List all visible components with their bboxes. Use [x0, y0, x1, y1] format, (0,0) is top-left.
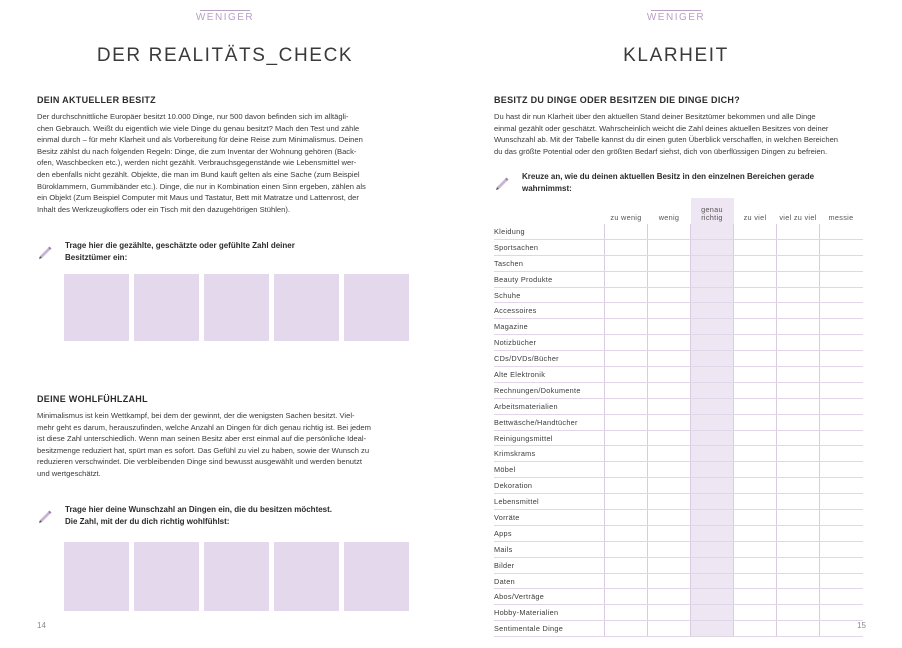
checkbox-cell[interactable] — [648, 287, 691, 303]
checkbox-cell[interactable] — [734, 239, 777, 255]
checkbox-cell[interactable] — [777, 335, 820, 351]
row-label: Krimskrams — [494, 446, 605, 462]
digit-box[interactable] — [134, 274, 199, 341]
checkbox-cell[interactable] — [691, 303, 734, 319]
checkbox-cell[interactable] — [691, 335, 734, 351]
besitz-paragraph: Der durchschnittliche Europäer besitzt 10.000 Dinge, nur 500 davon befinden sich im alltägli- chen Gebrauch. Weißt du eigentlich wie viele Dinge du genau besitzt? Mach den Test und zähle einmal durch – für mehr Klarheit und als Vorbereitung für deine Reise zum Minimalismus. Deinen Besitz zählst du nach folgenden Regeln: Dinge, die zum Inventar der Wohnung gehören (Back- ofen, Waschbecken etc.), werden nicht gezählt. Verbrauchsgegenstände wie Lebensmittel wer- den ebenfalls nicht gezählt. Objekte, die man im Bund kauft gelten als eine Sache (zum Beispiel Büroklammern, Gummibänder etc.). Dinge, die nur in Kombination einen Sinn ergeben, zählen als ein Objekt (Zum Beispiel Computer mit Maus und Tastatur, Bett mit Matratze und Lattenrost, der Inhalt des Werkzeugkoffers oder ein Tisch mit den dazugehörigen Stühlen). — [37, 112, 366, 214]
checkbox-cell[interactable] — [820, 239, 863, 255]
checkbox-cell[interactable] — [820, 541, 863, 557]
checkbox-cell[interactable] — [734, 255, 777, 271]
checkbox-cell[interactable] — [820, 621, 863, 637]
table-row — [494, 589, 863, 605]
checkbox-cell[interactable] — [605, 557, 648, 573]
checkbox-cell[interactable] — [734, 494, 777, 510]
checkbox-cell[interactable] — [820, 589, 863, 605]
checkbox-cell[interactable] — [691, 557, 734, 573]
klarheit-paragraph: Du hast dir nun Klarheit über den aktuellen Stand deiner Besitztümer bekommen und alle Dinge einmal gezählt oder geschätzt. Wahrscheinlich weicht die Zahl deines aktuellen Besitzes von deiner Wunschzahl ab. Mit der Tabelle kannst du dir einen guten Überblick verschaffen, in welchen Bereichen du das größte Potential oder den größten Bedarf siehst, dich von überflüssigen Dingen zu befreien. — [494, 112, 839, 156]
checkbox-cell[interactable] — [648, 335, 691, 351]
checkbox-cell[interactable] — [777, 239, 820, 255]
row-label: Vorräte — [494, 510, 605, 526]
checkbox-cell[interactable] — [691, 319, 734, 335]
section-heading-besitz-dinge: BESITZ DU DINGE ODER BESITZEN DIE DINGE DICH? — [494, 95, 741, 105]
table-row — [494, 494, 863, 510]
checkbox-cell[interactable] — [691, 382, 734, 398]
checkbox-cell[interactable] — [734, 319, 777, 335]
checkbox-cell[interactable] — [648, 319, 691, 335]
checkbox-cell[interactable] — [648, 446, 691, 462]
checkbox-cell[interactable] — [648, 271, 691, 287]
row-label: Daten — [494, 573, 605, 589]
row-label: Sportsachen — [494, 239, 605, 255]
checkbox-cell[interactable] — [648, 462, 691, 478]
checkbox-cell[interactable] — [605, 605, 648, 621]
checkbox-cell[interactable] — [691, 351, 734, 367]
checkbox-cell[interactable] — [734, 287, 777, 303]
checkbox-cell[interactable] — [734, 557, 777, 573]
checkbox-cell[interactable] — [648, 494, 691, 510]
table-row — [494, 367, 863, 383]
digit-box[interactable] — [64, 274, 129, 341]
table-row — [494, 573, 863, 589]
row-label: Abos/Verträge — [494, 589, 605, 605]
table-row — [494, 287, 863, 303]
row-label: Beauty Produkte — [494, 271, 605, 287]
besitz-prompt: Trage hier die gezählte, geschätzte oder gefühlte Zahl deiner Besitztümer ein: — [65, 241, 295, 262]
checkbox-cell[interactable] — [648, 255, 691, 271]
checkbox-cell[interactable] — [605, 525, 648, 541]
checkbox-cell[interactable] — [820, 367, 863, 383]
kicker-line — [651, 10, 701, 11]
section-heading-besitz: DEIN AKTUELLER BESITZ — [37, 95, 156, 105]
row-label: Apps — [494, 525, 605, 541]
table-row — [494, 557, 863, 573]
checkbox-cell[interactable] — [648, 239, 691, 255]
checkbox-cell[interactable] — [648, 478, 691, 494]
table-row — [494, 446, 863, 462]
checkbox-cell[interactable] — [820, 335, 863, 351]
table-row — [494, 271, 863, 287]
row-label: Notizbücher — [494, 335, 605, 351]
checkbox-cell[interactable] — [691, 510, 734, 526]
checkbox-cell[interactable] — [648, 430, 691, 446]
checkbox-cell[interactable] — [820, 462, 863, 478]
checkbox-cell[interactable] — [820, 287, 863, 303]
digit-box[interactable] — [134, 542, 199, 611]
checkbox-cell[interactable] — [691, 589, 734, 605]
checkbox-cell[interactable] — [734, 430, 777, 446]
checkbox-cell[interactable] — [691, 255, 734, 271]
table-row — [494, 525, 863, 541]
row-label: Mails — [494, 541, 605, 557]
row-label: Dekoration — [494, 478, 605, 494]
checkbox-cell[interactable] — [648, 573, 691, 589]
checkbox-cell[interactable] — [691, 541, 734, 557]
row-label: Möbel — [494, 462, 605, 478]
checkbox-cell[interactable] — [777, 398, 820, 414]
checkbox-cell[interactable] — [734, 510, 777, 526]
checkbox-cell[interactable] — [777, 462, 820, 478]
table-row — [494, 303, 863, 319]
checkbox-cell[interactable] — [820, 605, 863, 621]
checkbox-cell[interactable] — [648, 351, 691, 367]
row-label: Rechnungen/Dokumente — [494, 382, 605, 398]
checkbox-cell[interactable] — [734, 446, 777, 462]
checkbox-cell[interactable] — [777, 494, 820, 510]
checkbox-cell[interactable] — [820, 430, 863, 446]
checkbox-cell[interactable] — [648, 382, 691, 398]
checkbox-cell[interactable] — [691, 367, 734, 383]
checkbox-cell[interactable] — [691, 478, 734, 494]
checkbox-cell[interactable] — [605, 255, 648, 271]
besitz-number-boxes — [64, 274, 409, 341]
checkbox-cell[interactable] — [734, 382, 777, 398]
checkbox-cell[interactable] — [691, 430, 734, 446]
row-label: Alte Elektronik — [494, 367, 605, 383]
checkbox-cell[interactable] — [820, 382, 863, 398]
right-page-title: KLARHEIT — [623, 45, 729, 66]
checkbox-cell[interactable] — [777, 351, 820, 367]
checkbox-cell[interactable] — [734, 478, 777, 494]
row-label: Schuhe — [494, 287, 605, 303]
checkbox-cell[interactable] — [691, 271, 734, 287]
checkbox-cell[interactable] — [734, 573, 777, 589]
checkbox-cell[interactable] — [691, 446, 734, 462]
checkbox-cell[interactable] — [648, 224, 691, 239]
col-header: viel zu viel — [779, 213, 817, 222]
left-kicker: WENIGER — [195, 12, 255, 23]
assessment-table — [494, 198, 863, 637]
digit-box[interactable] — [204, 542, 269, 611]
table-row — [494, 398, 863, 414]
checkbox-cell[interactable] — [820, 319, 863, 335]
row-label: Sentimentale Dinge — [494, 621, 605, 637]
checkbox-cell[interactable] — [605, 541, 648, 557]
checkbox-cell[interactable] — [648, 510, 691, 526]
checkbox-cell[interactable] — [820, 224, 863, 239]
checkbox-cell[interactable] — [605, 589, 648, 605]
page-number-left: 14 — [37, 621, 46, 630]
checkbox-cell[interactable] — [777, 589, 820, 605]
checkbox-cell[interactable] — [648, 367, 691, 383]
col-header: zu wenig — [610, 213, 642, 222]
row-label: Kleidung — [494, 224, 605, 239]
checkbox-cell[interactable] — [777, 382, 820, 398]
checkbox-cell[interactable] — [605, 573, 648, 589]
checkbox-cell[interactable] — [777, 303, 820, 319]
checkbox-cell[interactable] — [734, 525, 777, 541]
wunschzahl-prompt: Trage hier deine Wunschzahl an Dingen ein, die du besitzen möchtest. Die Zahl, mit der du dich richtig wohlfühlst: — [65, 505, 333, 526]
checkbox-cell[interactable] — [734, 462, 777, 478]
checkbox-cell[interactable] — [605, 510, 648, 526]
checkbox-cell[interactable] — [691, 573, 734, 589]
checkbox-cell[interactable] — [820, 573, 863, 589]
checkbox-cell[interactable] — [605, 367, 648, 383]
digit-box[interactable] — [204, 274, 269, 341]
header-empty — [494, 198, 605, 224]
checkbox-cell[interactable] — [605, 430, 648, 446]
checkbox-cell[interactable] — [734, 367, 777, 383]
checkbox-cell[interactable] — [820, 510, 863, 526]
checkbox-cell[interactable] — [605, 239, 648, 255]
table-body — [494, 224, 863, 637]
checkbox-cell[interactable] — [691, 494, 734, 510]
table-row — [494, 621, 863, 637]
table-row — [494, 255, 863, 271]
checkbox-cell[interactable] — [777, 510, 820, 526]
checkbox-cell[interactable] — [820, 478, 863, 494]
checkbox-cell[interactable] — [777, 446, 820, 462]
checkbox-cell[interactable] — [820, 494, 863, 510]
checkbox-cell[interactable] — [605, 414, 648, 430]
checkbox-cell[interactable] — [820, 255, 863, 271]
row-label: CDs/DVDs/Bücher — [494, 351, 605, 367]
table-header-row — [494, 198, 863, 224]
row-label: Reinigungsmittel — [494, 430, 605, 446]
col-header: wenig — [658, 213, 680, 222]
table-row — [494, 319, 863, 335]
checkbox-cell[interactable] — [605, 621, 648, 637]
table-row — [494, 335, 863, 351]
checkbox-cell[interactable] — [734, 589, 777, 605]
wohlfuehlzahl-paragraph: Minimalismus ist kein Wettkampf, bei dem der gewinnt, der die wenigsten Sachen besitzt. Viel- mehr geht es darum, herauszufinden, welche Anzahl an Dingen für dich genau richtig ist. Bei jedem ist diese Zahl unterschiedlich. Wenn man seinen Besitz aber erst einmal auf die persönliche Ideal- besitzmenge reduziert hat, spürt man es sofort. Das Gefühl zu viel zu haben, sowie der Wunsch zu reduzieren verschwindet. Die verbleibenden Dinge sind bewusst ausgewählt und werden benutzt und wertgeschätzt. — [37, 411, 371, 478]
checkbox-cell[interactable] — [820, 557, 863, 573]
checkbox-cell[interactable] — [648, 303, 691, 319]
checkbox-cell[interactable] — [648, 557, 691, 573]
digit-box[interactable] — [344, 542, 409, 611]
checkbox-cell[interactable] — [777, 605, 820, 621]
checkbox-cell[interactable] — [777, 414, 820, 430]
checkbox-cell[interactable] — [734, 271, 777, 287]
checkbox-cell[interactable] — [734, 621, 777, 637]
checkbox-cell[interactable] — [777, 541, 820, 557]
pencil-icon — [494, 174, 510, 190]
checkbox-cell[interactable] — [648, 525, 691, 541]
row-label: Lebensmittel — [494, 494, 605, 510]
checkbox-cell[interactable] — [777, 430, 820, 446]
checkbox-cell[interactable] — [820, 271, 863, 287]
page-number-right: 15 — [857, 621, 866, 630]
checkbox-cell[interactable] — [605, 462, 648, 478]
col-header: genau richtig — [691, 198, 734, 224]
checkbox-cell[interactable] — [777, 287, 820, 303]
digit-box[interactable] — [274, 274, 339, 341]
row-label: Hobby-Materialien — [494, 605, 605, 621]
row-label: Accessoires — [494, 303, 605, 319]
checkbox-cell[interactable] — [777, 557, 820, 573]
checkbox-cell[interactable] — [734, 351, 777, 367]
pencil-icon — [37, 507, 53, 523]
checkbox-cell[interactable] — [734, 398, 777, 414]
col-header: zu viel — [743, 213, 767, 222]
checkbox-cell[interactable] — [691, 621, 734, 637]
checkbox-cell[interactable] — [648, 589, 691, 605]
checkbox-cell[interactable] — [734, 335, 777, 351]
table-row — [494, 430, 863, 446]
checkbox-cell[interactable] — [691, 398, 734, 414]
checkbox-cell[interactable] — [691, 605, 734, 621]
checkbox-cell[interactable] — [820, 398, 863, 414]
checkbox-cell[interactable] — [691, 287, 734, 303]
checkbox-cell[interactable] — [820, 446, 863, 462]
checkbox-cell[interactable] — [777, 621, 820, 637]
row-label: Bilder — [494, 557, 605, 573]
checkbox-cell[interactable] — [605, 382, 648, 398]
section-heading-wohlfuehlzahl: DEINE WOHLFÜHLZAHL — [37, 394, 148, 404]
checkbox-cell[interactable] — [734, 224, 777, 239]
checkbox-cell[interactable] — [820, 351, 863, 367]
checkbox-cell[interactable] — [820, 414, 863, 430]
checkbox-cell[interactable] — [648, 541, 691, 557]
checkbox-cell[interactable] — [691, 414, 734, 430]
checkbox-cell[interactable] — [605, 271, 648, 287]
checkbox-cell[interactable] — [648, 605, 691, 621]
checkbox-cell[interactable] — [777, 478, 820, 494]
table-row — [494, 414, 863, 430]
checkbox-cell[interactable] — [605, 494, 648, 510]
pencil-icon — [37, 243, 53, 259]
checkbox-cell[interactable] — [820, 525, 863, 541]
checkbox-cell[interactable] — [605, 446, 648, 462]
row-label: Magazine — [494, 319, 605, 335]
checkbox-cell[interactable] — [648, 414, 691, 430]
checkbox-cell[interactable] — [605, 335, 648, 351]
wunschzahl-number-boxes — [64, 542, 409, 611]
checkbox-cell[interactable] — [777, 525, 820, 541]
checkbox-cell[interactable] — [691, 224, 734, 239]
row-label: Bettwäsche/Handtücher — [494, 414, 605, 430]
checkbox-cell[interactable] — [777, 573, 820, 589]
table-row — [494, 224, 863, 239]
checkbox-cell[interactable] — [734, 541, 777, 557]
checkbox-cell[interactable] — [605, 224, 648, 239]
checkbox-cell[interactable] — [648, 621, 691, 637]
checkbox-cell[interactable] — [605, 398, 648, 414]
checkbox-cell[interactable] — [734, 605, 777, 621]
checkbox-cell[interactable] — [777, 271, 820, 287]
table-row — [494, 351, 863, 367]
checkbox-cell[interactable] — [605, 478, 648, 494]
digit-box[interactable] — [64, 542, 129, 611]
table-row — [494, 382, 863, 398]
checkbox-cell[interactable] — [777, 319, 820, 335]
checkbox-cell[interactable] — [605, 351, 648, 367]
table-row — [494, 478, 863, 494]
col-header: messie — [828, 213, 854, 222]
digit-box[interactable] — [274, 542, 339, 611]
checkbox-cell[interactable] — [777, 255, 820, 271]
row-label: Taschen — [494, 255, 605, 271]
table-row — [494, 239, 863, 255]
checkbox-cell[interactable] — [605, 303, 648, 319]
checkbox-cell[interactable] — [734, 303, 777, 319]
checkbox-cell[interactable] — [605, 287, 648, 303]
checkbox-cell[interactable] — [605, 319, 648, 335]
checkbox-cell[interactable] — [734, 414, 777, 430]
left-page-title: DER REALITÄTS_CHECK — [96, 45, 354, 66]
checkbox-cell[interactable] — [691, 239, 734, 255]
checkbox-cell[interactable] — [777, 224, 820, 239]
checkbox-cell[interactable] — [820, 303, 863, 319]
table-row — [494, 605, 863, 621]
checkbox-cell[interactable] — [648, 398, 691, 414]
checkbox-cell[interactable] — [691, 462, 734, 478]
kicker-line — [200, 10, 250, 11]
table-row — [494, 510, 863, 526]
right-kicker: WENIGER — [646, 12, 706, 23]
table-prompt: Kreuze an, wie du deinen aktuellen Besitz in den einzelnen Bereichen gerade wahrnimmst: — [522, 172, 815, 193]
table-row — [494, 541, 863, 557]
table-row — [494, 462, 863, 478]
checkbox-cell[interactable] — [691, 525, 734, 541]
checkbox-cell[interactable] — [777, 367, 820, 383]
digit-box[interactable] — [344, 274, 409, 341]
row-label: Arbeitsmaterialien — [494, 398, 605, 414]
